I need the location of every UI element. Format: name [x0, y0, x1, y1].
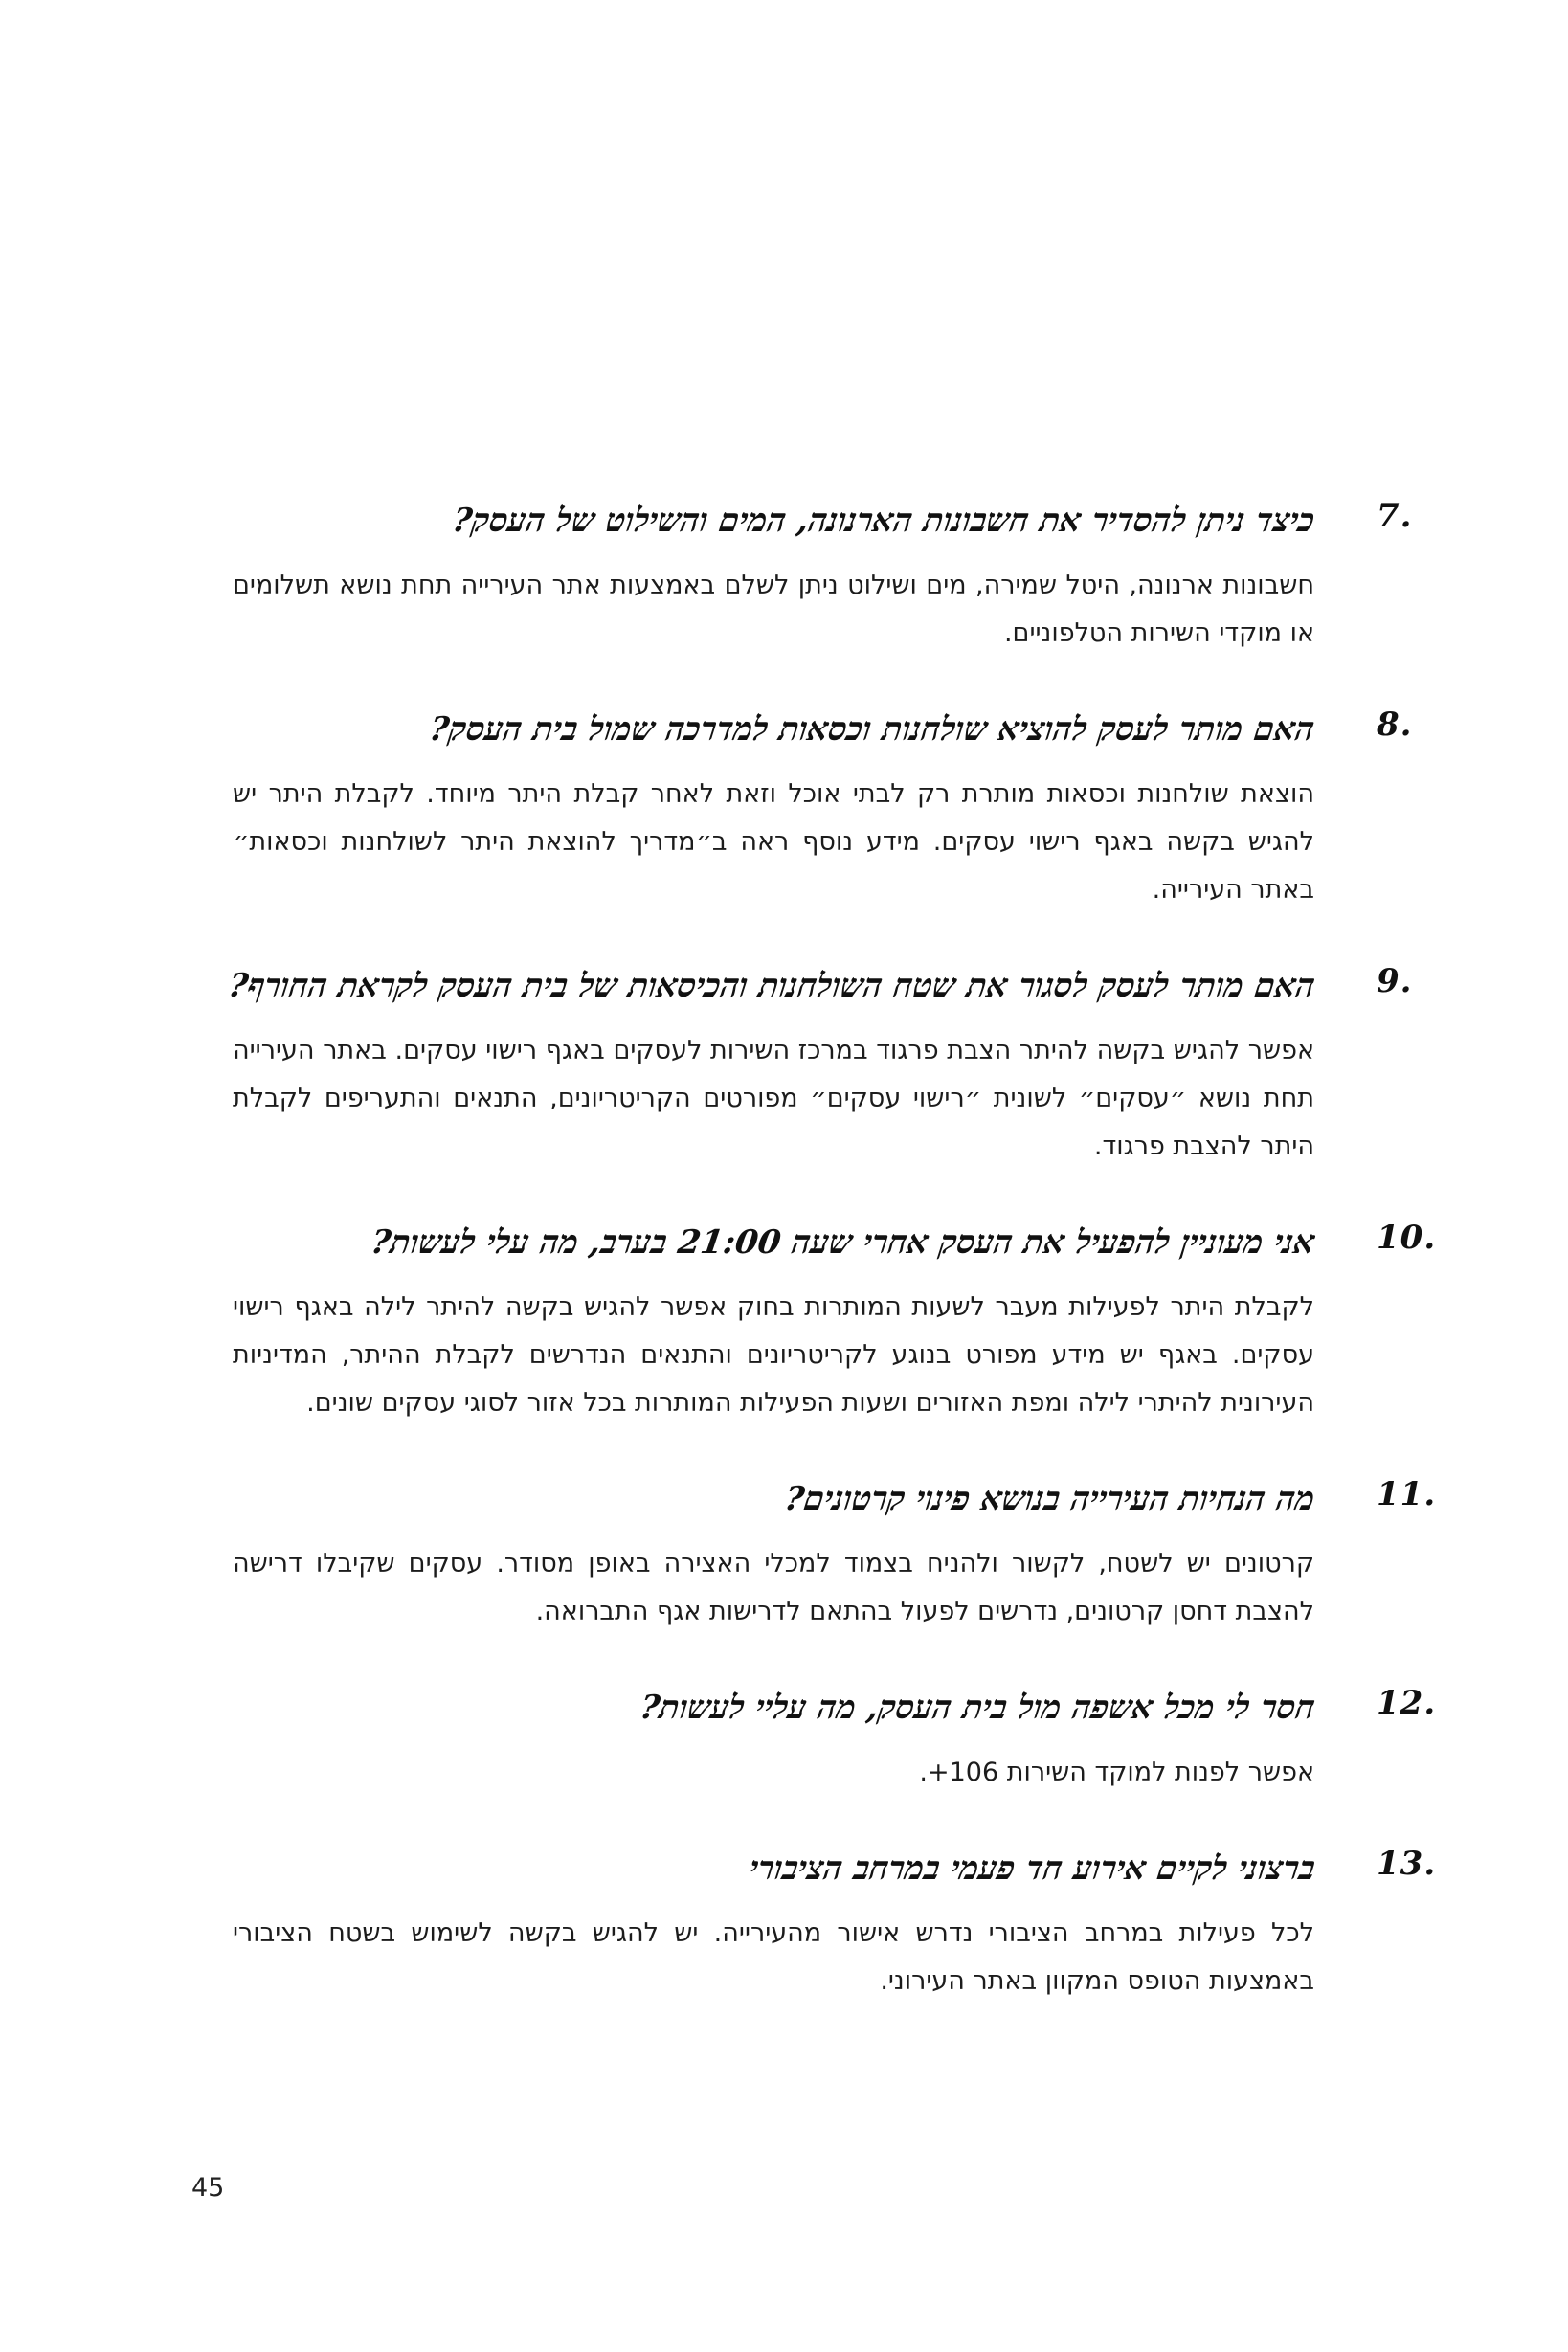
faq-heading	[233, 1670, 1437, 1745]
faq-answer: הוצאת שולחנות וכסאות מותרת רק לבתי אוכל וזאת לאחר קבלת היתר מיוחד. לקבלת היתר יש להגיש בקשה באגף רישוי עסקים. מידע נוסף ראה ב״מדריך להוצאת היתר לשולחנות וכסאות״ באתר העירייה.	[233, 779, 1314, 905]
faq-item-8	[233, 692, 1413, 914]
faq-item-12	[233, 1670, 1437, 1797]
faq-number: 8.	[1377, 706, 1413, 744]
faq-list	[225, 483, 1437, 2040]
faq-item-7	[233, 483, 1413, 658]
faq-heading	[233, 1831, 1437, 1906]
faq-heading	[225, 949, 1413, 1023]
faq-heading	[233, 483, 1413, 558]
faq-item-10	[233, 1205, 1437, 1427]
faq-answer: לקבלת היתר לפעילות מעבר לשעות המותרות בחוק אפשר להגיש בקשה להיתר לילה באגף רישוי עסקים. באגף יש מידע מפורט בנוגע לקריטריונים והתנאים הנדרשים לקבלת ההיתר, המדיניות העירונית להיתרי לילה ומפת האזורים ושעות הפעילות המותרות בכל אזור לסוגי עסקים שונים.	[233, 1292, 1314, 1418]
faq-question: ברצוני לקיים אירוע חד פעמי במרחב הציבורי	[746, 1849, 1317, 1888]
faq-item-9	[225, 949, 1413, 1171]
faq-number: 11.	[1377, 1475, 1437, 1513]
faq-number: 13.	[1377, 1845, 1437, 1883]
faq-question: האם מותר לעסק לסגור את שטח השולחנות והכיסאות של בית העסק לקראת החורף?	[225, 967, 1317, 1005]
faq-answer: קרטונים יש לשטח, לקשור ולהניח בצמוד למכלי האצירה באופן מסודר. עסקים שקיבלו דרישה להצבת דחסן קרטונים, נדרשים לפעול בהתאם לדרישות אגף התברואה.	[233, 1549, 1314, 1626]
faq-number: 10.	[1377, 1219, 1437, 1257]
faq-question: חסר לי מכל אשפה מול בית העסק, מה עליי לעשות?	[637, 1689, 1317, 1727]
faq-heading	[233, 1462, 1437, 1536]
faq-number: 7.	[1377, 497, 1413, 535]
faq-item-13	[233, 1831, 1437, 2005]
faq-question: כיצד ניתן להסדיר את חשבונות הארנונה, המים והשילוט של העסק?	[450, 502, 1317, 540]
faq-question: מה הנחיות העירייה בנושא פינוי קרטונים?	[782, 1480, 1317, 1518]
page-number: 45	[191, 2173, 225, 2203]
faq-number: 9.	[1377, 962, 1413, 1000]
faq-number: 12.	[1377, 1684, 1437, 1722]
faq-item-11	[233, 1462, 1437, 1636]
faq-question: אני מעוניין להפעיל את העסק אחרי שעה 21:00 בערב, מה עלי לעשות?	[369, 1223, 1317, 1262]
faq-heading	[233, 1205, 1437, 1280]
faq-question: האם מותר לעסק להוציא שולחנות וכסאות למדרכה שמול בית העסק?	[427, 710, 1317, 749]
faq-heading	[233, 692, 1413, 767]
faq-answer: אפשר להגיש בקשה להיתר הצבת פרגוד במרכז השירות לעסקים באגף רישוי עסקים. באתר העירייה תחת נושא ״עסקים״ לשונית ״רישוי עסקים״ מפורטים הקריטריונים, התנאים והתעריפים לקבלת היתר להצבת פרגוד.	[233, 1036, 1314, 1161]
faq-answer: אפשר לפנות למוקד השירות 106+.	[919, 1758, 1314, 1787]
faq-answer: לכל פעילות במרחב הציבורי נדרש אישור מהעירייה. יש להגיש בקשה לשימוש בשטח הציבורי באמצעות הטופס המקוון באתר העירוני.	[233, 1918, 1314, 1996]
faq-answer: חשבונות ארנונה, היטל שמירה, מים ושילוט ניתן לשלם באמצעות אתר העירייה תחת נושא תשלומים או מוקדי השירות הטלפוניים.	[233, 571, 1314, 648]
